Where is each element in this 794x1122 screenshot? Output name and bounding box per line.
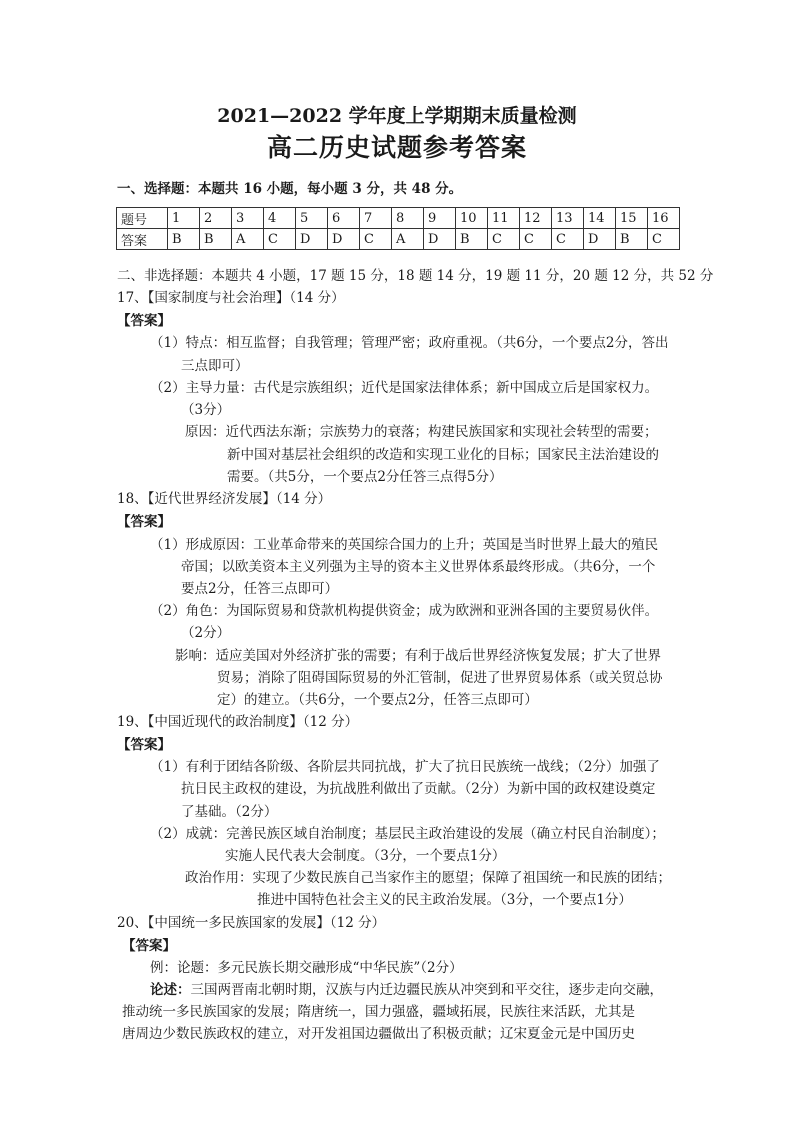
table-cell: D	[584, 229, 616, 250]
argument-label: 论述：	[150, 982, 191, 998]
q19-line: 推进中国特色社会主义的民主政治发展。（3分，一个要点1分）	[257, 892, 632, 908]
q18-line: （2分）	[181, 625, 231, 641]
table-cell: B	[616, 229, 648, 250]
table-cell: 6	[328, 208, 360, 229]
table-cell: 10	[456, 208, 488, 229]
q20-title: 20、【中国统一多民族国家的发展】（12 分）	[117, 915, 386, 931]
table-cell: 14	[584, 208, 616, 229]
q19-line: （2）成就：完善民族区域自治制度；基层民主政治建设的发展（确立村民自治制度）；	[150, 826, 665, 842]
table-cell: B	[200, 229, 232, 250]
q17-line: （2）主导力量：古代是宗族组织；近代是国家法律体系；新中国成立后是国家权力。	[150, 380, 659, 396]
q17-title: 17、【国家制度与社会治理】（14 分）	[117, 290, 345, 306]
table-cell: C	[264, 229, 296, 250]
q19-line: 政治作用：实现了少数民族自己当家作主的愿望；保障了祖国统一和民族的团结；	[185, 870, 671, 886]
table-cell: 3	[232, 208, 264, 229]
table-cell: 1	[168, 208, 200, 229]
table-cell: 13	[552, 208, 584, 229]
table-cell: C	[648, 229, 680, 250]
exam-title: 2021—2022 学年度上学期期末质量检测	[217, 105, 577, 127]
q20-line: 推动统一多民族国家的发展；隋唐统一，国力强盛，疆域拓展，民族往来活跃，尤其是	[122, 1004, 635, 1020]
section2-heading: 二、非选择题：本题共 4 小题，17 题 15 分，18 题 14 分，19 题 11 分，20 题 12 分，共 52 分	[117, 268, 714, 284]
q19-answer-tag: 【答案】	[117, 737, 171, 753]
answer-table	[116, 207, 680, 250]
q17-line: （1）特点：相互监督；自我管理；管理严密；政府重视。（共6分，一个要点2分，答出	[150, 335, 669, 351]
table-cell: C	[360, 229, 392, 250]
q18-line: （2）角色：为国际贸易和贷款机构提供资金；成为欧洲和亚洲各国的主要贸易伙伴。	[150, 603, 659, 619]
table-cell-label: 答案	[117, 229, 168, 250]
q17-line: 原因：近代西法东渐；宗族势力的衰落；构建民族国家和实现社会转型的需要；	[185, 424, 658, 440]
table-cell: 11	[488, 208, 520, 229]
q19-line: 抗日民主政权的建设，为抗战胜利做出了贡献。（2分）为新中国的政权建设奠定	[181, 781, 656, 797]
table-cell-label: 题号	[117, 208, 168, 229]
q18-line: （1）形成原因：工业革命带来的英国综合国力的上升；英国是当时世界上最大的殖民	[150, 537, 659, 553]
q18-line: 影响：适应美国对外经济扩张的需要；有利于战后世界经济恢复发展；扩大了世界	[175, 648, 661, 664]
table-cell: 8	[392, 208, 424, 229]
table-cell: 12	[520, 208, 552, 229]
table-cell: C	[488, 229, 520, 250]
table-row-answers	[117, 229, 680, 250]
table-cell: 2	[200, 208, 232, 229]
q18-line: 帝国；以欧美资本主义列强为主导的资本主义世界体系最终形成。（共6分，一个	[181, 559, 656, 575]
q17-line: 新中国对基层社会组织的改造和实现工业化的目标；国家民主法治建设的	[227, 447, 659, 463]
table-cell: A	[232, 229, 264, 250]
q18-title: 18、【近代世界经济发展】（14 分）	[117, 491, 332, 507]
q18-line: 要点2分，任答三点即可）	[181, 581, 339, 597]
q17-line: 需要。（共5分，一个要点2分任答三点得5分）	[227, 469, 503, 485]
q20-answer-tag: 【答案】	[122, 938, 176, 954]
table-row-numbers	[117, 208, 680, 229]
table-cell: D	[424, 229, 456, 250]
table-cell: B	[168, 229, 200, 250]
table-cell: D	[328, 229, 360, 250]
table-cell: B	[456, 229, 488, 250]
argument-text: 三国两晋南北朝时期，汉族与内迁边疆民族从冲突到和平交往，逐步走向交融，	[190, 982, 663, 998]
q19-title: 19、【中国近现代的政治制度】（12 分）	[117, 714, 359, 730]
q18-answer-tag: 【答案】	[117, 514, 171, 530]
q17-answer-tag: 【答案】	[117, 313, 171, 329]
q19-line: 实施人民代表大会制度。（3分，一个要点1分）	[225, 848, 506, 864]
q20-line	[150, 981, 663, 999]
table-cell: C	[552, 229, 584, 250]
table-cell: 16	[648, 208, 680, 229]
q19-line: （1）有利于团结各阶级、各阶层共同抗战，扩大了抗日民族统一战线；（2分）加强了	[150, 759, 660, 775]
q17-line: 三点即可）	[181, 358, 249, 374]
table-cell: 7	[360, 208, 392, 229]
table-cell: 15	[616, 208, 648, 229]
section1-heading: 一、选择题：本题共 16 小题，每小题 3 分，共 48 分。	[117, 181, 463, 197]
q20-line: 例：论题：多元民族长期交融形成“中华民族”（2分）	[150, 960, 463, 976]
answer-key-title: 高二历史试题参考答案	[266, 133, 527, 162]
table-cell: A	[392, 229, 424, 250]
table-cell: 9	[424, 208, 456, 229]
table-cell: D	[296, 229, 328, 250]
q18-line: 定）的建立。（共6分，一个要点2分，任答三点即可）	[217, 692, 538, 708]
table-cell: C	[520, 229, 552, 250]
q19-line: 了基础。（2分）	[181, 804, 278, 820]
q17-line: （3分）	[181, 402, 231, 418]
table-cell: 4	[264, 208, 296, 229]
q18-line: 贸易；消除了阻碍国际贸易的外汇管制，促进了世界贸易体系（或关贸总协	[217, 670, 663, 686]
q20-line: 唐周边少数民族政权的建立，对开发祖国边疆做出了积极贡献；辽宋夏金元是中国历史	[122, 1026, 635, 1042]
table-cell: 5	[296, 208, 328, 229]
